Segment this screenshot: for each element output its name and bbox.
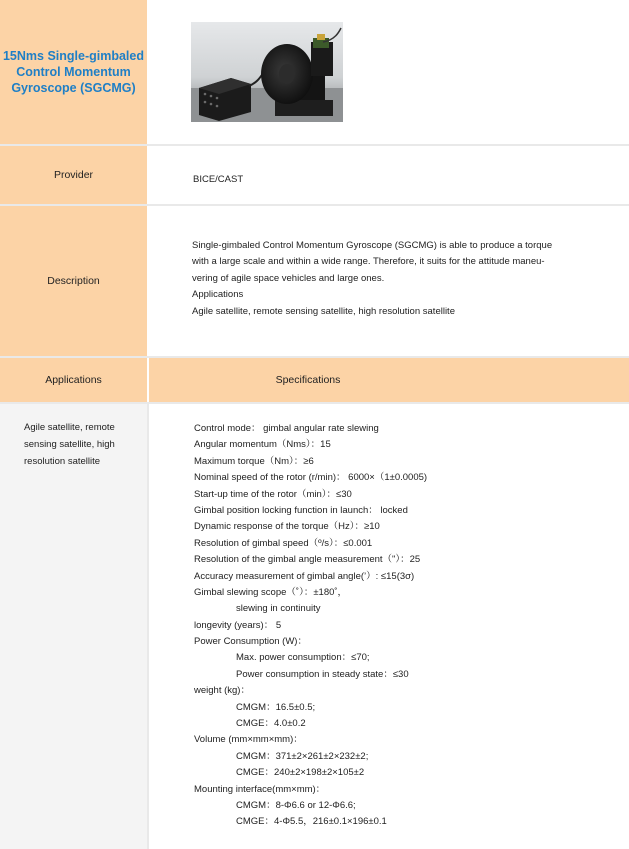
description-line: Single-gimbaled Control Momentum Gyroscope (SGCMG) is able to produce a torque	[192, 240, 553, 251]
applications-text	[24, 419, 142, 470]
spec-line: CMGE：240±2×198±2×105±2	[236, 767, 365, 779]
product-photo	[191, 22, 343, 122]
spec-line: Gimbal slewing scope（˚）：±180˚，	[194, 586, 348, 598]
spec-line: Accuracy measurement of gimbal angle(’）: ≤15(3σ)	[194, 570, 415, 582]
spec-line: Power consumption in steady state：≤30	[236, 668, 409, 680]
applications-line: resolution satellite	[24, 456, 101, 467]
spec-line: Gimbal position locking function in launch： locked	[194, 504, 408, 516]
spec-line: weight (kg)：	[194, 685, 250, 697]
description-line: vering of agile space vehicles and large ones.	[192, 272, 385, 284]
applications-line: sensing satellite, high	[24, 439, 115, 450]
provider-label-cell	[0, 146, 147, 204]
spec-line: CMGM：16.5±0.5;	[236, 701, 316, 713]
spec-line: Resolution of gimbal speed（º/s）：≤0.001	[194, 537, 373, 549]
spec-line: Start-up time of the rotor（min）：≤30	[194, 488, 352, 500]
applications-line: Agile satellite, remote	[24, 422, 115, 433]
product-title	[3, 48, 144, 96]
spec-line: CMGM：8-Φ6.6 or 12-Φ6.6;	[236, 799, 356, 811]
description-line: Agile satellite, remote sensing satellite, high resolution satellite	[192, 305, 455, 317]
product-title-line: 15Nms Single-gimbaled	[2, 49, 144, 63]
applications-header-cell	[0, 358, 147, 402]
spec-line: Power Consumption (W)：	[194, 636, 307, 648]
applications-cell	[0, 404, 147, 849]
specifications-list	[194, 421, 427, 831]
spec-line: Angular momentum（Nms）：15	[194, 439, 331, 451]
product-title-line: Gyroscope (SGCMG)	[11, 81, 136, 95]
spec-line: Control mode： gimbal angular rate slewing	[194, 423, 379, 434]
gyroscope-photo-image	[191, 22, 343, 122]
product-title-line: Control Momentum	[16, 65, 131, 79]
spec-line: Max. power consumption：≤70;	[236, 652, 370, 664]
specifications-header: Specifications	[275, 374, 341, 386]
spec-line: Dynamic response of the torque（Hz）：≥10	[194, 521, 380, 533]
spec-line: Resolution of the gimbal angle measurement（"）：25	[194, 554, 421, 566]
spec-line: Nominal speed of the rotor (r/min)： 6000×（1±0.0005)	[194, 472, 428, 484]
provider-value: BICE/CAST	[193, 174, 244, 185]
spec-line: CMGM：371±2×261±2×232±2;	[236, 750, 369, 762]
description-line: with a large scale and within a wide range. Therefore, it suits for the attitude maneu-	[192, 256, 545, 268]
title-cell	[0, 0, 147, 144]
description-label-cell	[0, 206, 147, 356]
applications-header: Applications	[45, 374, 102, 386]
spec-line: Volume (mm×mm×mm)：	[194, 734, 303, 746]
spec-line: CMGE：4.0±0.2	[236, 718, 306, 730]
spec-line: Maximum torque（Nm）：≥6	[194, 455, 314, 467]
description-subheading: Applications	[192, 289, 244, 301]
spec-line: slewing in continuity	[236, 603, 321, 615]
provider-label: Provider	[53, 169, 94, 181]
spec-line: longevity (years)： 5	[194, 619, 282, 631]
specifications-header-cell	[149, 358, 629, 402]
description-label: Description	[47, 275, 100, 287]
column-divider	[147, 404, 149, 849]
spec-line: Mounting interface(mm×mm)：	[194, 783, 326, 795]
description-text	[192, 238, 552, 320]
spec-line: CMGE：4-Φ5.5，216±0.1×196±0.1	[236, 816, 387, 828]
